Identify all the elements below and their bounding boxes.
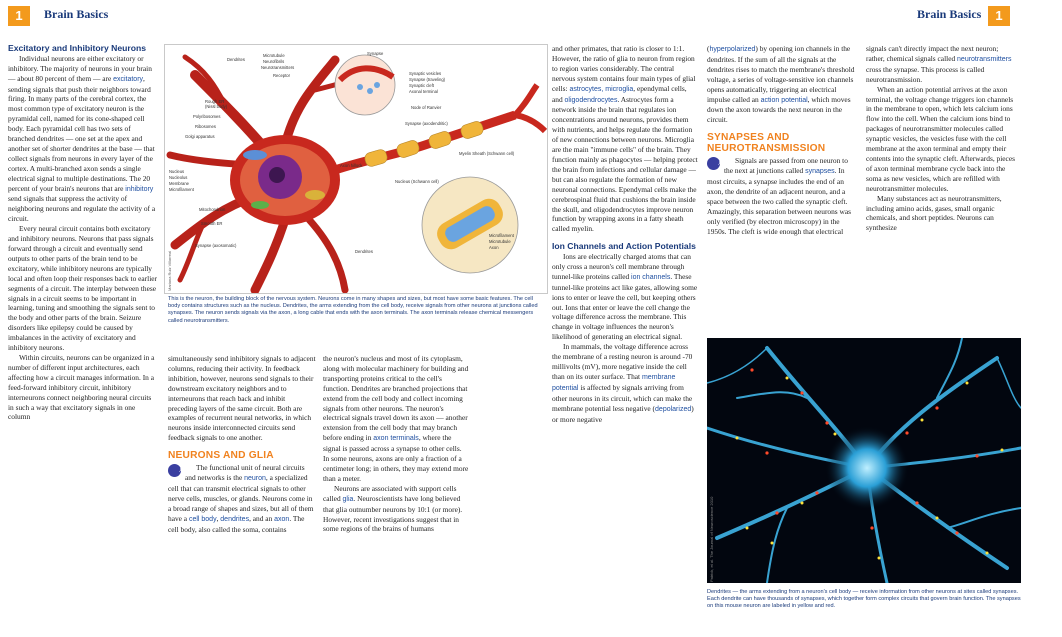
figure-credit: Mariana Ruiz Villarreal bbox=[167, 250, 172, 291]
keyword-synapses: synapses bbox=[805, 168, 835, 176]
keyword-axon-terminals: axon terminals bbox=[373, 435, 419, 443]
neuron-diagram bbox=[164, 44, 548, 294]
paragraph: Every neural circuit contains both excitatory and inhibitory neurons. Neurons that pass signals forward through a circuit and eventually send outputs to other parts of the brain tend to be excitatory, while inhibitory neurons are typically local and often loop their responses back to earlier segments of a circuit. The interplay between these signals in a circuit seems to be important in learning, tuning and smoothing the signals sent to the body and other parts of the brain. Seizure disorders like epilepsy could be caused by imbalances in the activity of excitatory and inhibitory neurons. bbox=[8, 224, 157, 353]
svg-text:Node of Ranvier: Node of Ranvier bbox=[411, 105, 442, 110]
svg-text:Axon hillock: Axon hillock bbox=[340, 163, 363, 168]
svg-text:Dendrites: Dendrites bbox=[355, 249, 373, 254]
figure-caption: This is the neuron, the building block of the nervous system. Neurons come in many shapes and sizes, but most have some basic features. The cell body contains structures such as the nucleus. Dendrites, the arms extending from the cell body, receive signals from other neurons at junctions called synapses. The neuron sends signals via the axon, a long cable that ends with the axon terminals. The axon terminals release chemical messengers called neurotransmitters. bbox=[168, 296, 538, 324]
svg-text:Synaptic cleft: Synaptic cleft bbox=[409, 83, 434, 88]
keyword-neurotransmitters: neurotransmitters bbox=[957, 55, 1012, 63]
paragraph: ⌕ Signals are passed from one neuron to the next at junctions called synapses. In most circuits, a synapse includes the end of an axon, the dendrite of an adjacent neuron, and a space between the two called the synaptic cleft. Amazingly, this separation between neurons was only verified (by electron microscopy) in the 1950s. The cleft is wide enough that electrical bbox=[707, 156, 852, 236]
paragraph: Individual neurons are either excitatory or inhibitory. The majority of neurons in your brain — about 80 percent of them — are excitatory, sending signals that push their neighbors toward firing. In many parts of the cerebral cortex, the most common type of excitatory neuron is the pyramidal cell, named for its cone-shaped cell body. Each pyramidal cell has two sets of branched dendrites — one set at the apex and another set of shorter dendrites at the base — that collect signals from neurons in every layer of the cortex. A multi-branched axon sends a single electrical signal to multiple destinations. The 20 percent of your brain's neurons that are inhibitory send signals that suppress the activity of neighboring neurons and regulate the activity of a circuit. bbox=[8, 53, 156, 224]
keyword-membrane-potential: membrane potential bbox=[552, 373, 676, 392]
paragraph: the neuron's nucleus and most of its cytoplasm, along with molecular machinery for building and transporting proteins critical to the cell's function. Dendrites are branched projections that extend from the cell body and collect incoming signals from other neurons. The neuron's electrical signals travel down its axon — another extension from the cell body that may branch before ending in axon terminals, where the signal is passed across a synapse to other cells. In some neurons, axons are only a fraction of a centimeter long; in others, they may extend more than a meter. bbox=[323, 354, 469, 483]
keyword-oligodendrocytes: oligodendrocytes bbox=[564, 96, 618, 104]
keyword-inhibitory: inhibitory bbox=[125, 185, 154, 193]
svg-text:Nucleus: Nucleus bbox=[169, 169, 185, 174]
svg-text:Microtubule: Microtubule bbox=[263, 53, 285, 58]
svg-text:Synaptic vesicles: Synaptic vesicles bbox=[409, 71, 442, 76]
photo-credit: Patrick, et al. The Journal of Neuroscience 2010 bbox=[709, 496, 714, 582]
svg-text:Neurotransmitters: Neurotransmitters bbox=[261, 65, 295, 70]
magnify-icon: ⌕ bbox=[168, 464, 181, 477]
column-1 bbox=[8, 44, 158, 422]
paragraph: Many substances act as neurotransmitters, including amino acids, gases, small organic chemicals, and short peptides. Neurons can synthesize bbox=[866, 193, 1002, 233]
svg-text:Nucleolus: Nucleolus bbox=[169, 175, 188, 180]
keyword-neuron: neuron bbox=[244, 475, 266, 483]
paragraph: (hyperpolarized) by opening ion channels in the dendrites. If the sum of all the signals at the dendrites rises to match the membrane's threshold voltage, a series of voltage-sensitive ion channels opens automatically, triggering an electrical impulse called an action potential, which moves down the axon towards the next neuron in the circuit. bbox=[707, 44, 855, 125]
paragraph: ⌕ The functional unit of neural circuits and networks is the neuron, a specialized cell that can transmit electrical signals to other nerve cells, muscles, or glands. Neurons come in a broad range of shapes and sizes, but all of them have a cell body, dendrites, and an axon. The cell body, also called the soma, contains bbox=[168, 463, 314, 534]
keyword-astrocytes-microglia: astrocytes, microglia bbox=[569, 85, 634, 93]
column-5 bbox=[707, 44, 857, 237]
svg-text:Microfilament: Microfilament bbox=[169, 187, 194, 192]
column-2 bbox=[168, 354, 316, 535]
paragraph: and other primates, that ratio is closer to 1:1. However, the ratio of glia to neuron from region to region varies considerably. The central nervous system contains four main types of glial cells: astrocytes, microglia, ependymal cells, and oligodendrocytes. Astrocytes form a network inside the brain that regulates ion concentrations around neurons, provides them with nutrients, and helps regulate the formation of new connections between neurons. Microglia are the main "immune cells" of the brain. They function mainly as phagocytes — helping protect the brain from infections and cellular damage — but can also regulate the formation of new neuronal connections. Ependymal cells make the cerebrospinal fluid that cushions the brain inside the skull, and oligodendrocytes improve neuron function by wrapping axons in a fatty sheath called myelin. bbox=[552, 44, 698, 234]
paragraph: Ions are electrically charged atoms that can only cross a neuron's cell membrane through tunnel-like proteins called ion channels. These tunnel-like proteins act like gates, allowing some ions to enter or leave the cell, but keeping others out. Ions that enter or leave the cell change the voltage difference across the membrane. This change in voltage influences the neuron's likelihood of generating an electrical signal. bbox=[552, 252, 698, 342]
svg-text:Smooth ER: Smooth ER bbox=[201, 221, 223, 226]
heading-ion-channels: Ion Channels and Action Potentials bbox=[552, 241, 696, 252]
keyword-depolarized: depolarized bbox=[655, 405, 692, 413]
svg-text:Axon: Axon bbox=[489, 245, 499, 250]
photo-caption: Dendrites — the arms extending from a neuron's cell body — receive information from other neurons at sites called synapses. Each dendrite can have thousands of synapses, which together form complex circuits that govern brain function. The synapses on this mouse neuron are labeled in yellow and red. bbox=[707, 589, 1021, 610]
svg-text:Microfilament: Microfilament bbox=[489, 233, 514, 238]
paragraph: Within circuits, neurons can be organized in a number of different input architectures, each affecting how a circuit manages information. In a feed-forward inhibitory circuit, inhibitory interneurons connect neighboring neural circuits in such a way that excitatory signals in one column bbox=[8, 352, 155, 422]
section-heading-synapses: SYNAPSES AND NEUROTRANSMISSION bbox=[707, 132, 826, 155]
fluorescent-neuron-image bbox=[707, 338, 1021, 583]
svg-text:Myelin Sheath (Schwann cell): Myelin Sheath (Schwann cell) bbox=[459, 151, 515, 156]
paragraph: In mammals, the voltage difference across the membrane of a resting neuron is around -70 millivolts (mV), more negative inside the cell than on its outer surface. That membrane potential is affected by signals arriving from other neurons in its circuit, which can make the membrane potential less negative (depolarized) or more negative bbox=[552, 342, 694, 424]
svg-text:Synapse: Synapse bbox=[367, 51, 384, 56]
neuron-illustration bbox=[165, 45, 547, 293]
running-header-left: Brain Basics bbox=[44, 7, 109, 21]
svg-text:Synapse (traveling): Synapse (traveling) bbox=[409, 77, 446, 82]
svg-text:Synapse (axodendritic): Synapse (axodendritic) bbox=[405, 121, 448, 126]
paragraph: Neurons are associated with support cells called glia. Neuroscientists have long believed that glia outnumber neurons by 10:1 (or more). However, recent investigations suggest that in some regions of the brains of humans bbox=[323, 483, 463, 534]
keyword-excitatory: excitatory bbox=[113, 75, 144, 83]
svg-text:Receptor: Receptor bbox=[273, 73, 290, 78]
svg-text:Membrane: Membrane bbox=[169, 181, 190, 186]
chapter-number-badge-right: 1 bbox=[988, 6, 1010, 26]
keyword-action-potential: action potential bbox=[760, 96, 808, 104]
neuron-photo bbox=[707, 338, 1021, 583]
svg-text:Dendrites: Dendrites bbox=[227, 57, 245, 62]
svg-text:Nucleus (Schwann cell): Nucleus (Schwann cell) bbox=[395, 179, 439, 184]
paragraph: simultaneously send inhibitory signals to adjacent columns, reducing their activity. In feedback inhibition, however, neurons send signals to their downstream excitatory neighbors and to interneurons that reach back and inhibit preceding layers of the same circuit. Both are examples of recurrent neural networks, in which neurons inside interconnected circuits send feedback signals to one another. bbox=[168, 354, 316, 443]
keyword-glia: glia bbox=[342, 495, 354, 503]
keyword-ion-channels: ion channels bbox=[631, 273, 671, 281]
svg-text:Synapse (axosomatic): Synapse (axosomatic) bbox=[195, 243, 237, 248]
keyword-dendrites: dendrites bbox=[220, 515, 250, 523]
column-3 bbox=[323, 354, 469, 534]
svg-text:Golgi apparatus: Golgi apparatus bbox=[185, 134, 215, 139]
keyword-hyperpolarized: hyperpolarized bbox=[709, 46, 756, 53]
section-heading-neurons-glia: NEURONS AND GLIA bbox=[168, 450, 274, 462]
heading-excitatory-inhibitory: Excitatory and Inhibitory Neurons bbox=[8, 43, 146, 53]
synapse-inset bbox=[335, 55, 395, 115]
svg-text:Polyribosomes: Polyribosomes bbox=[193, 114, 221, 119]
svg-text:Axonal terminal: Axonal terminal bbox=[409, 89, 438, 94]
svg-text:Mitochondrion: Mitochondrion bbox=[199, 207, 226, 212]
column-6 bbox=[866, 44, 1016, 233]
chapter-number-badge-left: 1 bbox=[8, 6, 30, 26]
svg-text:Rough ER: Rough ER bbox=[205, 99, 225, 104]
magnify-icon: ⌕ bbox=[707, 157, 720, 170]
paragraph: signals can't directly impact the next neuron; rather, chemical signals called neurotransmitters cross the synapse. This process is called neurotransmission. bbox=[866, 44, 1012, 84]
column-4 bbox=[552, 44, 698, 424]
keyword-axon: axon bbox=[274, 515, 290, 523]
keyword-cell-body: cell body bbox=[188, 515, 217, 523]
svg-text:(Nissl body): (Nissl body) bbox=[205, 104, 228, 109]
paragraph: When an action potential arrives at the axon terminal, the voltage change triggers ion channels in the membrane to open, which lets calcium ions flow into the cell. When the calcium ions bind to packages of neurotransmitter molecules called synaptic vesicles, the vesicles fuse with the cell membrane at the axon terminal and empty their contents into the synaptic cleft. Afterwards, pieces of axon terminal membrane cycle back into the soma as new vesicles, which are refilled with neurotransmitter molecules. bbox=[866, 84, 1015, 193]
running-header-right: Brain Basics bbox=[917, 7, 982, 21]
svg-text:Ribosomes: Ribosomes bbox=[195, 124, 216, 129]
svg-text:Neurofibrils: Neurofibrils bbox=[263, 59, 285, 64]
svg-text:Microtubule: Microtubule bbox=[489, 239, 511, 244]
